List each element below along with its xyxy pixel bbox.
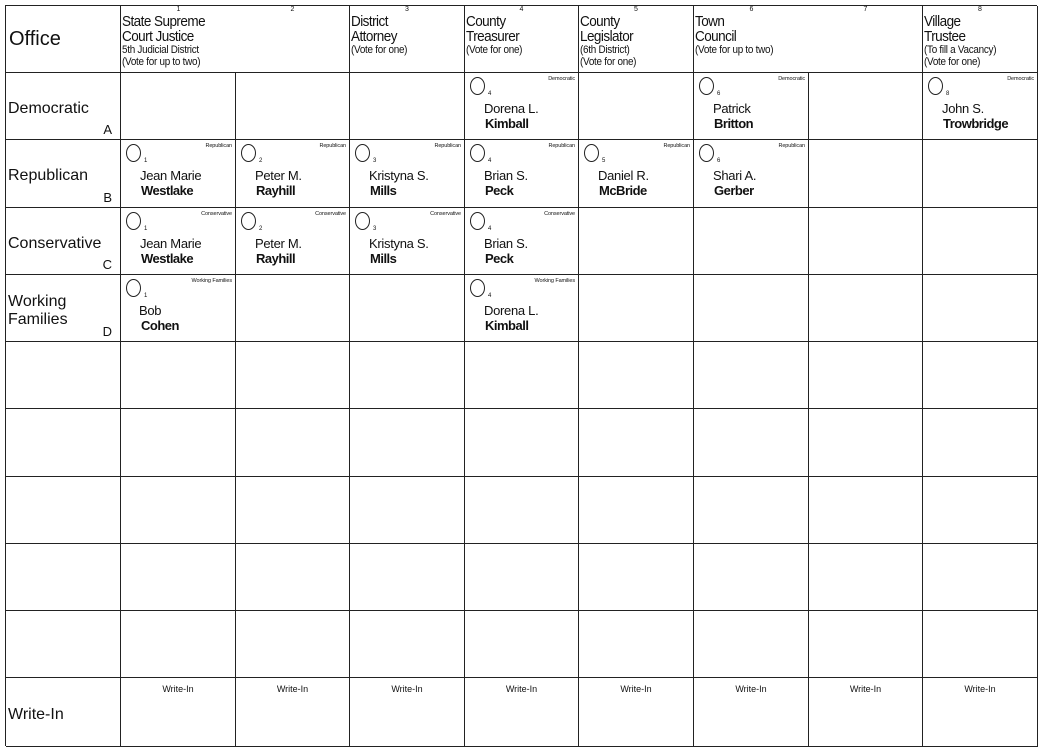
empty-cell <box>465 544 579 611</box>
candidate-last-name: Westlake <box>141 183 194 198</box>
office-title <box>351 14 407 56</box>
oval-number: 8 <box>946 91 950 97</box>
candidate-last-name: Kimball <box>485 116 529 131</box>
empty-cell <box>923 544 1038 611</box>
party-cell <box>6 208 121 275</box>
party-tag: Republican <box>663 143 690 149</box>
party-name <box>8 100 89 118</box>
writein-row-label-cell <box>6 678 121 747</box>
writein-cell[interactable] <box>923 678 1038 747</box>
empty-cell <box>579 208 694 275</box>
writein-cell[interactable] <box>236 678 350 747</box>
candidate-cell <box>465 140 579 208</box>
empty-cell <box>809 208 923 275</box>
empty-cell <box>923 275 1038 342</box>
column-number: 7 <box>863 6 868 13</box>
column-number: 2 <box>290 6 295 13</box>
party-name <box>8 235 101 253</box>
oval-number: 3 <box>373 226 377 232</box>
candidate-last-name: Westlake <box>141 251 194 266</box>
oval-number: 4 <box>488 91 492 97</box>
oval-number: 6 <box>717 158 721 164</box>
candidate-last-name: Rayhill <box>256 251 296 266</box>
party-tag: Republican <box>778 143 805 149</box>
candidate-cell <box>579 140 694 208</box>
candidate-last-name: Mills <box>370 251 397 266</box>
vote-oval[interactable] <box>699 77 714 95</box>
vote-oval[interactable] <box>584 144 599 162</box>
empty-cell <box>121 611 236 678</box>
candidate-first-name: Jean Marie <box>140 168 202 183</box>
office-title-line: County <box>580 13 620 30</box>
party-tag: Working Families <box>191 278 232 284</box>
vote-oval[interactable] <box>355 144 370 162</box>
empty-cell <box>121 73 236 140</box>
office-title <box>466 14 522 56</box>
empty-cell <box>236 409 350 477</box>
oval-number: 5 <box>602 158 606 164</box>
writein-label: Write-In <box>276 684 309 694</box>
row-letter: B <box>103 190 112 205</box>
vote-oval[interactable] <box>470 77 485 95</box>
candidate-first-name: Kristyna S. <box>369 236 429 251</box>
blank-party-cell <box>6 409 121 477</box>
party-tag: Democratic <box>1007 76 1034 82</box>
office-title-line: Attorney <box>351 28 397 45</box>
party-tag: Working Families <box>534 278 575 284</box>
empty-cell <box>809 544 923 611</box>
candidate-cell <box>465 208 579 275</box>
empty-cell <box>694 409 809 477</box>
empty-cell <box>579 409 694 477</box>
writein-label: Write-In <box>505 684 538 694</box>
writein-cell[interactable] <box>121 678 236 747</box>
office-label: Office <box>9 28 61 50</box>
empty-cell <box>236 544 350 611</box>
empty-cell <box>809 477 923 544</box>
party-name-line: Democratic <box>8 100 89 117</box>
office-title <box>924 14 996 68</box>
candidate-first-name: Peter M. <box>255 168 302 183</box>
vote-oval[interactable] <box>126 212 141 230</box>
candidate-first-name: John S. <box>942 101 984 116</box>
writein-cell[interactable] <box>465 678 579 747</box>
oval-number: 4 <box>488 226 492 232</box>
blank-party-cell <box>6 544 121 611</box>
empty-cell <box>465 409 579 477</box>
writein-label: Write-In <box>391 684 423 694</box>
oval-number: 4 <box>488 158 492 164</box>
office-title <box>122 14 205 68</box>
empty-cell <box>236 611 350 678</box>
party-name-line: Republican <box>8 167 89 184</box>
office-instruction: (Vote for up to two) <box>695 44 774 56</box>
candidate-last-name: Peck <box>485 183 514 198</box>
party-cell <box>6 275 121 342</box>
writein-label: Write-In <box>849 684 882 694</box>
candidate-first-name: Shari A. <box>713 168 757 183</box>
empty-cell <box>923 140 1038 208</box>
candidate-first-name: Patrick <box>713 101 751 116</box>
column-number: 4 <box>519 6 524 13</box>
vote-oval[interactable] <box>126 144 141 162</box>
candidate-cell <box>236 208 350 275</box>
writein-cell[interactable] <box>809 678 923 747</box>
ballot-grid <box>5 5 1037 746</box>
vote-oval[interactable] <box>355 212 370 230</box>
empty-cell <box>579 477 694 544</box>
writein-row-label: Write-In <box>8 706 64 723</box>
candidate-cell <box>121 140 236 208</box>
party-name <box>8 167 88 185</box>
office-instruction: (Vote for one) <box>924 56 981 68</box>
party-cell <box>6 140 121 208</box>
office-column-header <box>121 6 236 73</box>
candidate-first-name: Kristyna S. <box>369 168 429 183</box>
empty-cell <box>236 73 350 140</box>
empty-cell <box>350 477 465 544</box>
empty-cell <box>350 611 465 678</box>
office-title-line: Legislator <box>580 28 634 45</box>
candidate-cell <box>121 208 236 275</box>
empty-cell <box>579 342 694 409</box>
empty-cell <box>121 544 236 611</box>
empty-cell <box>694 611 809 678</box>
column-number: 6 <box>749 6 754 13</box>
candidate-last-name: Britton <box>714 116 754 131</box>
party-name-line: Families <box>8 311 68 328</box>
office-title <box>580 14 636 68</box>
office-title-line: Village <box>924 13 961 30</box>
candidate-cell <box>350 208 465 275</box>
empty-cell <box>121 342 236 409</box>
empty-cell <box>579 73 694 140</box>
empty-cell <box>923 208 1038 275</box>
office-instruction: (Vote for up to two) <box>122 56 201 68</box>
writein-label: Write-In <box>735 684 767 694</box>
empty-cell <box>121 409 236 477</box>
office-column-header <box>465 6 579 73</box>
empty-cell <box>923 611 1038 678</box>
candidate-first-name: Dorena L. <box>484 303 539 318</box>
office-title-line: County <box>466 13 506 30</box>
candidate-cell <box>694 140 809 208</box>
vote-oval[interactable] <box>470 144 485 162</box>
column-number: 1 <box>176 6 181 13</box>
vote-oval[interactable] <box>241 144 256 162</box>
office-title-line: Town <box>695 13 725 30</box>
column-number: 3 <box>405 6 409 13</box>
oval-number: 3 <box>373 158 377 164</box>
empty-cell <box>350 544 465 611</box>
office-title-line: District <box>351 13 388 30</box>
empty-cell <box>465 342 579 409</box>
blank-party-cell <box>6 342 121 409</box>
office-instruction: (6th District) <box>580 44 630 56</box>
vote-oval[interactable] <box>470 279 485 297</box>
oval-number: 4 <box>488 293 492 299</box>
writein-label: Write-In <box>964 684 996 694</box>
candidate-last-name: McBride <box>599 183 647 198</box>
empty-cell <box>694 477 809 544</box>
candidate-cell <box>350 140 465 208</box>
office-header-cell <box>6 6 121 73</box>
writein-label: Write-In <box>620 684 652 694</box>
empty-cell <box>121 477 236 544</box>
column-number: 8 <box>978 6 982 13</box>
empty-cell <box>350 342 465 409</box>
office-instruction: (Vote for one) <box>351 44 408 56</box>
oval-number: 1 <box>144 226 148 232</box>
office-column-header <box>579 6 694 73</box>
vote-oval[interactable] <box>928 77 943 95</box>
party-tag: Democratic <box>548 76 575 82</box>
candidate-first-name: Brian S. <box>484 168 528 183</box>
oval-number: 2 <box>259 226 263 232</box>
candidate-last-name: Gerber <box>714 183 754 198</box>
empty-cell <box>809 140 923 208</box>
empty-cell <box>694 208 809 275</box>
office-title-line: Court Justice <box>122 28 194 45</box>
party-tag: Conservative <box>430 211 461 217</box>
office-title-line: State Supreme <box>122 13 206 30</box>
vote-oval[interactable] <box>470 212 485 230</box>
writein-cell[interactable] <box>350 678 465 747</box>
empty-cell <box>236 477 350 544</box>
empty-cell <box>809 409 923 477</box>
blank-party-cell <box>6 477 121 544</box>
empty-cell <box>809 342 923 409</box>
candidate-last-name: Mills <box>370 183 397 198</box>
candidate-cell <box>694 73 809 140</box>
candidate-last-name: Trowbridge <box>943 116 1009 131</box>
empty-cell <box>236 275 350 342</box>
blank-party-cell <box>6 611 121 678</box>
candidate-cell <box>236 140 350 208</box>
candidate-last-name: Peck <box>485 251 514 266</box>
office-instruction: 5th Judicial District <box>122 44 199 56</box>
column-number: 5 <box>634 6 638 13</box>
office-instruction: (Vote for one) <box>580 56 637 68</box>
empty-cell <box>923 409 1038 477</box>
empty-cell <box>465 477 579 544</box>
office-column-header <box>923 6 1038 73</box>
vote-oval[interactable] <box>126 279 141 297</box>
party-name-line: Working <box>8 293 67 310</box>
party-tag: Republican <box>319 143 346 149</box>
candidate-first-name: Jean Marie <box>140 236 202 251</box>
candidate-cell <box>923 73 1038 140</box>
party-cell <box>6 73 121 140</box>
empty-cell <box>694 544 809 611</box>
party-tag: Democratic <box>778 76 805 82</box>
empty-cell <box>579 544 694 611</box>
candidate-first-name: Bob <box>139 303 162 318</box>
candidate-cell <box>121 275 236 342</box>
party-tag: Republican <box>205 143 232 149</box>
party-tag: Conservative <box>544 211 575 217</box>
empty-cell <box>809 611 923 678</box>
row-letter: A <box>103 122 112 137</box>
candidate-last-name: Cohen <box>141 318 179 333</box>
office-title-line: Council <box>695 28 737 45</box>
candidate-cell <box>465 73 579 140</box>
candidate-last-name: Kimball <box>485 318 529 333</box>
empty-cell <box>579 611 694 678</box>
party-tag: Conservative <box>315 211 346 217</box>
candidate-first-name: Daniel R. <box>598 168 649 183</box>
empty-cell <box>694 275 809 342</box>
office-instruction: (Vote for one) <box>466 44 523 56</box>
empty-cell <box>350 73 465 140</box>
candidate-first-name: Brian S. <box>484 236 528 251</box>
empty-cell <box>465 611 579 678</box>
office-column-header <box>350 6 465 73</box>
empty-cell <box>236 342 350 409</box>
office-title-line: Trustee <box>924 28 966 45</box>
empty-cell <box>694 342 809 409</box>
party-tag: Republican <box>548 143 575 149</box>
vote-oval[interactable] <box>699 144 714 162</box>
oval-number: 1 <box>144 158 148 164</box>
writein-cell[interactable] <box>694 678 809 747</box>
office-instruction: (To fill a Vacancy) <box>924 44 997 56</box>
empty-cell <box>579 275 694 342</box>
party-tag: Conservative <box>201 211 232 217</box>
writein-label: Write-In <box>162 684 194 694</box>
row-letter: D <box>102 324 112 339</box>
office-title-line: Treasurer <box>466 28 520 45</box>
empty-cell <box>923 477 1038 544</box>
party-tag: Republican <box>434 143 461 149</box>
empty-cell <box>923 342 1038 409</box>
party-name <box>8 293 68 329</box>
empty-cell <box>809 275 923 342</box>
office-column-header <box>694 6 809 73</box>
empty-cell <box>809 73 923 140</box>
oval-number: 6 <box>717 91 721 97</box>
office-column-header <box>236 6 350 73</box>
writein-cell[interactable] <box>579 678 694 747</box>
oval-number: 1 <box>144 293 148 299</box>
candidate-first-name: Dorena L. <box>484 101 539 116</box>
candidate-last-name: Rayhill <box>256 183 296 198</box>
oval-number: 2 <box>259 158 263 164</box>
vote-oval[interactable] <box>241 212 256 230</box>
row-letter: C <box>102 257 112 272</box>
candidate-cell <box>465 275 579 342</box>
candidate-first-name: Peter M. <box>255 236 302 251</box>
office-column-header <box>809 6 923 73</box>
empty-cell <box>350 275 465 342</box>
empty-cell <box>350 409 465 477</box>
party-name-line: Conservative <box>8 235 102 252</box>
office-title <box>695 14 773 56</box>
